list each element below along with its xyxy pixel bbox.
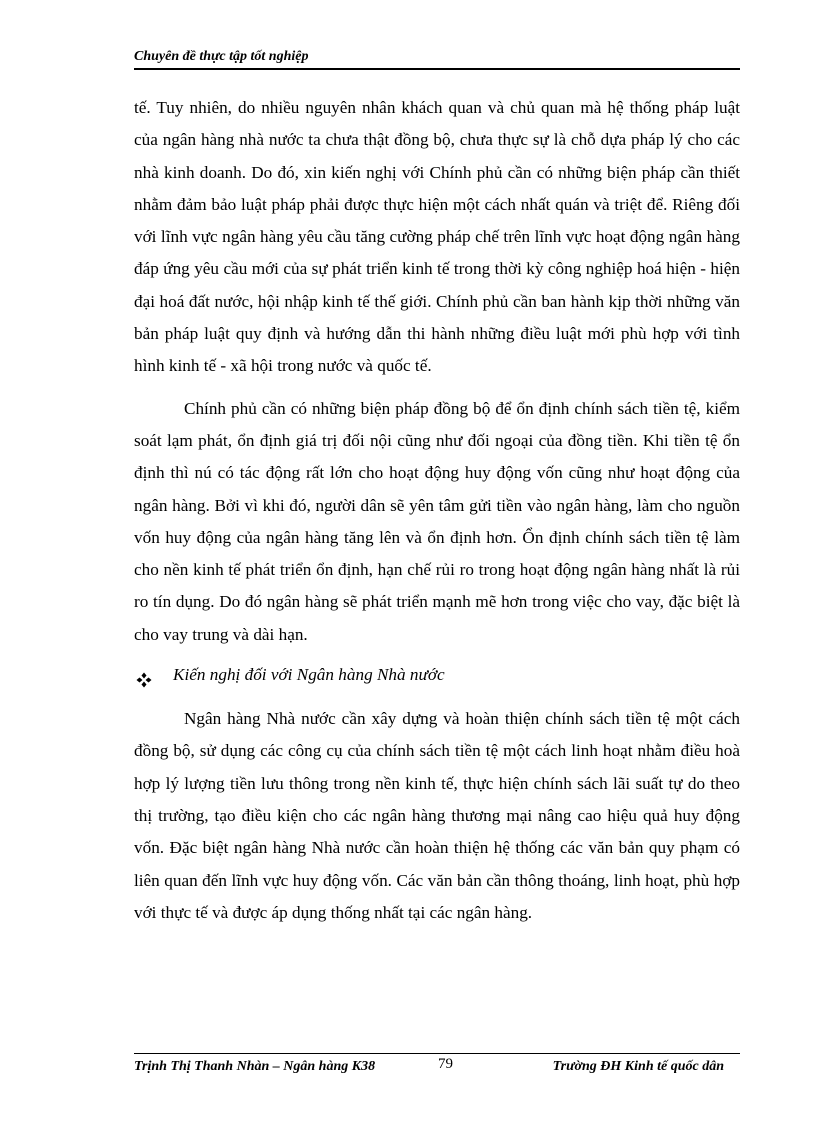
page-number: 79 <box>438 1056 453 1072</box>
page-footer <box>134 1053 740 1078</box>
footer-author: Trịnh Thị Thanh Nhàn – Ngân hàng K38 <box>134 1059 376 1074</box>
page-header <box>134 46 740 70</box>
four-diamond-bullet-icon <box>136 667 152 683</box>
footer-school: Trường ĐH Kinh tế quốc dân <box>552 1059 724 1074</box>
header-title: Chuyên đề thực tập tốt nghiệp <box>134 49 309 64</box>
section-heading <box>134 659 740 691</box>
section-title: Kiến nghị đối với Ngân hàng Nhà nước <box>173 664 445 684</box>
paragraph-3: Ngân hàng Nhà nước cần xây dựng và hoàn thiện chính sách tiền tệ một cách đồng bộ, sử dụng các công cụ của chính sách tiền tệ một cách linh hoạt nhằm điều hoà hợp lý lượng tiền lưu thông trong nền kinh tế, thực hiện chính sách lãi suất tự do theo thị trường, tạo điều kiện cho các ngân hàng thương mại nâng cao hiệu quả huy động vốn. Đặc biệt ngân hàng Nhà nước cần hoàn thiện hệ thống các văn bản quy phạm có liên quan đến lĩnh vực huy động vốn. Các văn bản cần thông thoáng, linh hoạt, phù hợp với thực tế và được áp dụng thống nhất tại các ngân hàng. <box>134 709 740 922</box>
paragraph-1: tế. Tuy nhiên, do nhiều nguyên nhân khách quan và chủ quan mà hệ thống pháp luật của ngân hàng nhà nước ta chưa thật đồng bộ, chưa thực sự là chỗ dựa pháp lý cho các nhà kinh doanh. Do đó, xin kiến nghị với Chính phủ cần có những biện pháp cần thiết nhằm đảm bảo luật pháp phải được thực hiện một cách nhất quán và triệt để. Riêng đối với lĩnh vực ngân hàng yêu cầu tăng cường pháp chế trên lĩnh vực hoạt động ngân hàng đáp ứng yêu cầu mới của sự phát triển kinh tế trong thời kỳ công nghiệp hoá hiện - hiện đại hoá đất nước, hội nhập kinh tế thế giới. Chính phủ cần ban hành kịp thời những văn bản pháp luật quy định và hướng dẫn thi hành những điều luật mới phù hợp với tình hình kinh tế - xã hội trong nước và quốc tế. <box>134 98 740 376</box>
paragraph-2: Chính phủ cần có những biện pháp đồng bộ để ổn định chính sách tiền tệ, kiểm soát lạm phát, ổn định giá trị đối nội cũng như đối ngoại của đồng tiền. Khi tiền tệ ổn định thì nú có tác động rất lớn cho hoạt động huy động vốn cũng như hoạt động của ngân hàng. Bởi vì khi đó, người dân sẽ yên tâm gửi tiền vào ngân hàng, làm cho nguồn vốn huy động của ngân hàng tăng lên và ổn định hơn. Ổn định chính sách tiền tệ làm cho nền kinh tế phát triển ổn định, hạn chế rủi ro trong hoạt động ngân hàng nhất là rủi ro tín dụng. Do đó ngân hàng sẽ phát triển mạnh mẽ hơn trong việc cho vay, đặc biệt là cho vay trung và dài hạn. <box>134 398 740 644</box>
body-text <box>134 92 740 939</box>
